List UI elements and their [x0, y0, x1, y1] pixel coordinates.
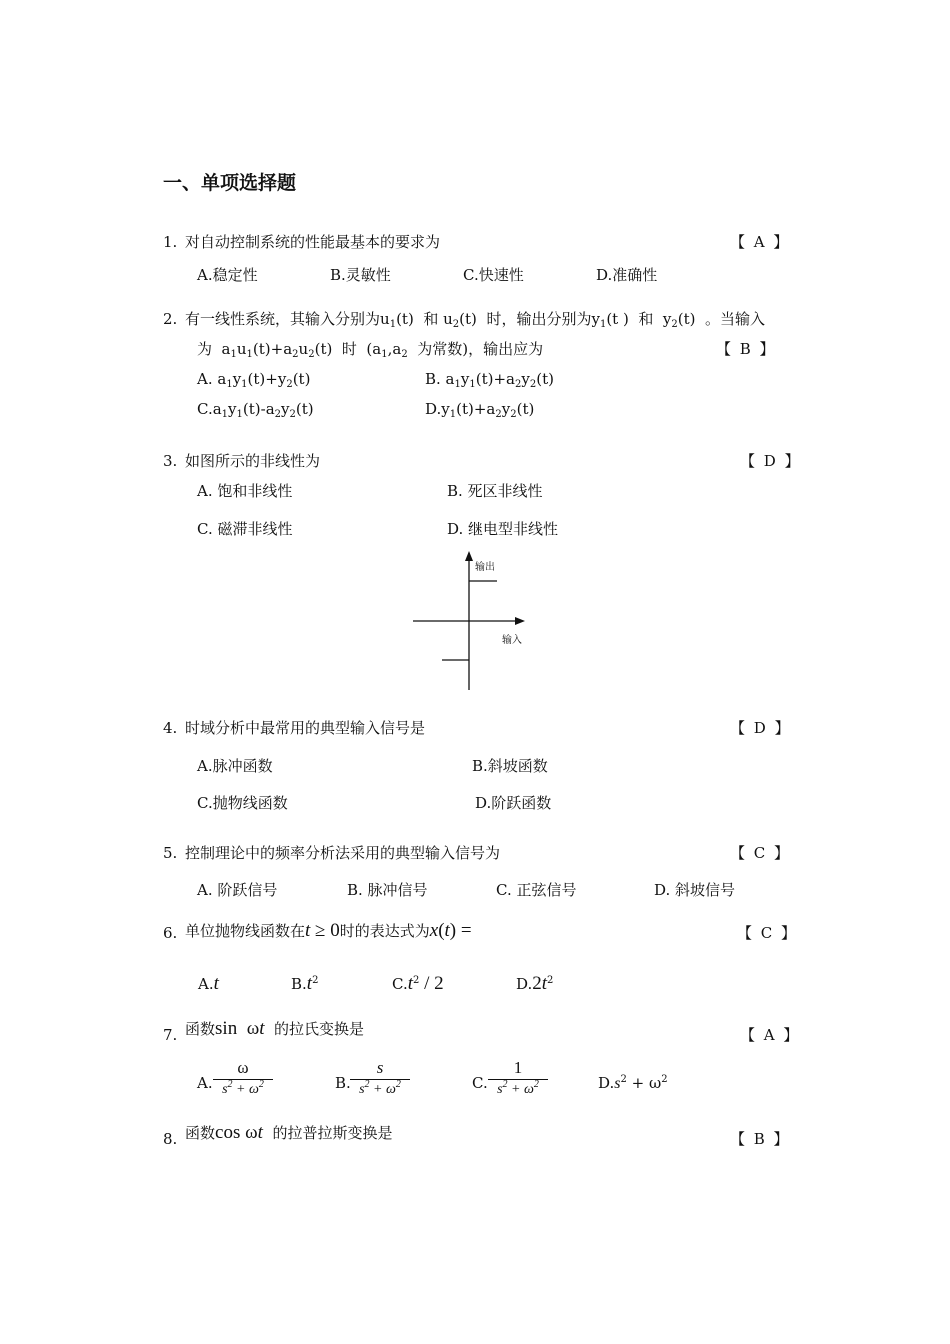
question-4-option-c: C.抛物线函数: [197, 794, 288, 812]
relay-nonlinearity-figure: [405, 548, 540, 693]
y-axis-arrow: [465, 551, 473, 561]
question-7-stem-a: 函数: [185, 1020, 216, 1038]
question-1-option-d: D.准确性: [596, 266, 658, 284]
question-4-stem: 时域分析中最常用的典型输入信号是: [185, 719, 426, 737]
question-5-stem: 控制理论中的频率分析法采用的典型输入信号为: [185, 844, 501, 862]
question-4-option-a: A.脉冲函数: [197, 757, 273, 775]
question-7-stem-b: 的拉氏变换是: [274, 1020, 365, 1038]
question-2-stem-a: 有一线性系统，其输入分别为: [185, 310, 381, 328]
question-2-stem-e: 时: [341, 340, 357, 358]
y-axis-label: 输出: [475, 562, 495, 573]
question-5-option-c: C. 正弦信号: [496, 881, 577, 899]
question-3-answer: 【 D 】: [740, 452, 802, 470]
question-2-stem-and: 和: [423, 310, 439, 328]
question-2-answer: 【 B 】: [716, 340, 777, 358]
question-6-number: 6.: [163, 924, 178, 942]
question-2-option-c: $C.a_1y_1(t)-a_2y_2(t)$: [197, 400, 314, 420]
x-axis-label: 输入: [502, 635, 522, 646]
question-3-number: 3.: [163, 452, 178, 470]
question-7-option-c-label: C.: [472, 1074, 488, 1092]
question-4-answer: 【 D 】: [730, 719, 792, 737]
question-3-option-c: C. 磁滞非线性: [197, 520, 293, 538]
question-7-number: 7.: [163, 1026, 178, 1044]
question-2-option-b: B. $a_1y_1(t)+a_2y_2(t)$: [425, 370, 554, 390]
question-5-option-a: A. 阶跃信号: [197, 881, 278, 899]
question-7-option-b-fraction: s $s^2 + \omega^2$: [350, 1057, 410, 1100]
x-axis-arrow: [515, 617, 525, 625]
question-2-stem-f: 为常数)，输出应为: [417, 340, 544, 358]
question-5-option-d: D. 斜坡信号: [654, 881, 736, 899]
question-3-stem: 如图所示的非线性为: [185, 452, 321, 470]
question-6-option-d: $D.2t^2$: [516, 973, 554, 994]
question-3-option-d: D. 继电型非线性: [447, 520, 559, 538]
question-2-stem-line2: 为 $a_1u_1(t)+a_2u_2(t)$ 时 ($a_1,a_2$ 为常数)，输出应为: [197, 340, 544, 360]
question-2-option-a: A. $a_1y_1(t)+y_2(t)$: [197, 370, 311, 390]
question-1-option-a: A.稳定性: [197, 266, 258, 284]
question-6-stem-a: 单位抛物线函数在: [185, 922, 306, 940]
question-1-option-b: B.灵敏性: [330, 266, 391, 284]
question-6-answer: 【 C 】: [737, 924, 799, 942]
question-6-stem: 单位抛物线函数在t ≥ 0时的表达式为x(t) =: [185, 920, 472, 941]
question-6-option-a: A.t: [198, 973, 219, 994]
question-7-option-a-label: A.: [197, 1074, 213, 1092]
question-8-stem-b: 的拉普拉斯变换是: [272, 1124, 393, 1142]
question-2-stem-c: 。当输入: [705, 310, 766, 328]
question-8-stem-a: 函数: [185, 1124, 216, 1142]
question-7-stem: 函数sin ωt 的拉氏变换是: [185, 1018, 365, 1039]
question-2-number: 2.: [163, 310, 178, 328]
question-1-stem: 对自动控制系统的性能最基本的要求为: [185, 233, 441, 251]
question-3-option-b: B. 死区非线性: [447, 482, 543, 500]
question-5-number: 5.: [163, 844, 178, 862]
question-6-stem-b: 时的表达式为: [339, 922, 430, 940]
question-4-option-d: D.阶跃函数: [475, 794, 552, 812]
question-1-option-c: C.快速性: [463, 266, 524, 284]
question-7-option-c-fraction: 1 $s^2 + \omega^2$: [488, 1057, 548, 1100]
question-2-stem-line1: 有一线性系统，其输入分别为$u_1(t)$ 和 $u_2(t)$ 时，输出分别为$y_1(t$ ) 和 $y_2(t)$ 。当输入: [185, 310, 766, 330]
question-2-stem-d: 为: [197, 340, 213, 358]
question-8-number: 8.: [163, 1130, 178, 1148]
question-8-stem: 函数cos ωt 的拉普拉斯变换是: [185, 1122, 393, 1143]
question-6-option-b: $B.t^2$: [291, 973, 319, 994]
question-1-answer: 【 A 】: [730, 233, 791, 251]
question-2-stem-b: 时，输出分别为: [486, 310, 592, 328]
question-5-answer: 【 C 】: [730, 844, 792, 862]
question-3-option-a: A. 饱和非线性: [197, 482, 293, 500]
question-7-answer: 【 A 】: [740, 1026, 801, 1044]
question-7-option-b-label: B.: [335, 1074, 351, 1092]
question-1-number: 1.: [163, 233, 178, 251]
question-5-option-b: B. 脉冲信号: [347, 881, 428, 899]
question-2-option-d: $D.y_1(t)+a_2y_2(t)$: [425, 400, 535, 420]
section-title: 一、单项选择题: [163, 172, 297, 194]
question-7-option-d: $D.s^2 + \omega^2$: [598, 1074, 668, 1092]
question-4-number: 4.: [163, 719, 178, 737]
question-7-option-a-fraction: ω $s^2 + \omega^2$: [213, 1057, 273, 1100]
question-6-option-c: $C.t^2 / 2$: [392, 973, 444, 994]
question-8-answer: 【 B 】: [730, 1130, 791, 1148]
question-4-option-b: B.斜坡函数: [472, 757, 548, 775]
